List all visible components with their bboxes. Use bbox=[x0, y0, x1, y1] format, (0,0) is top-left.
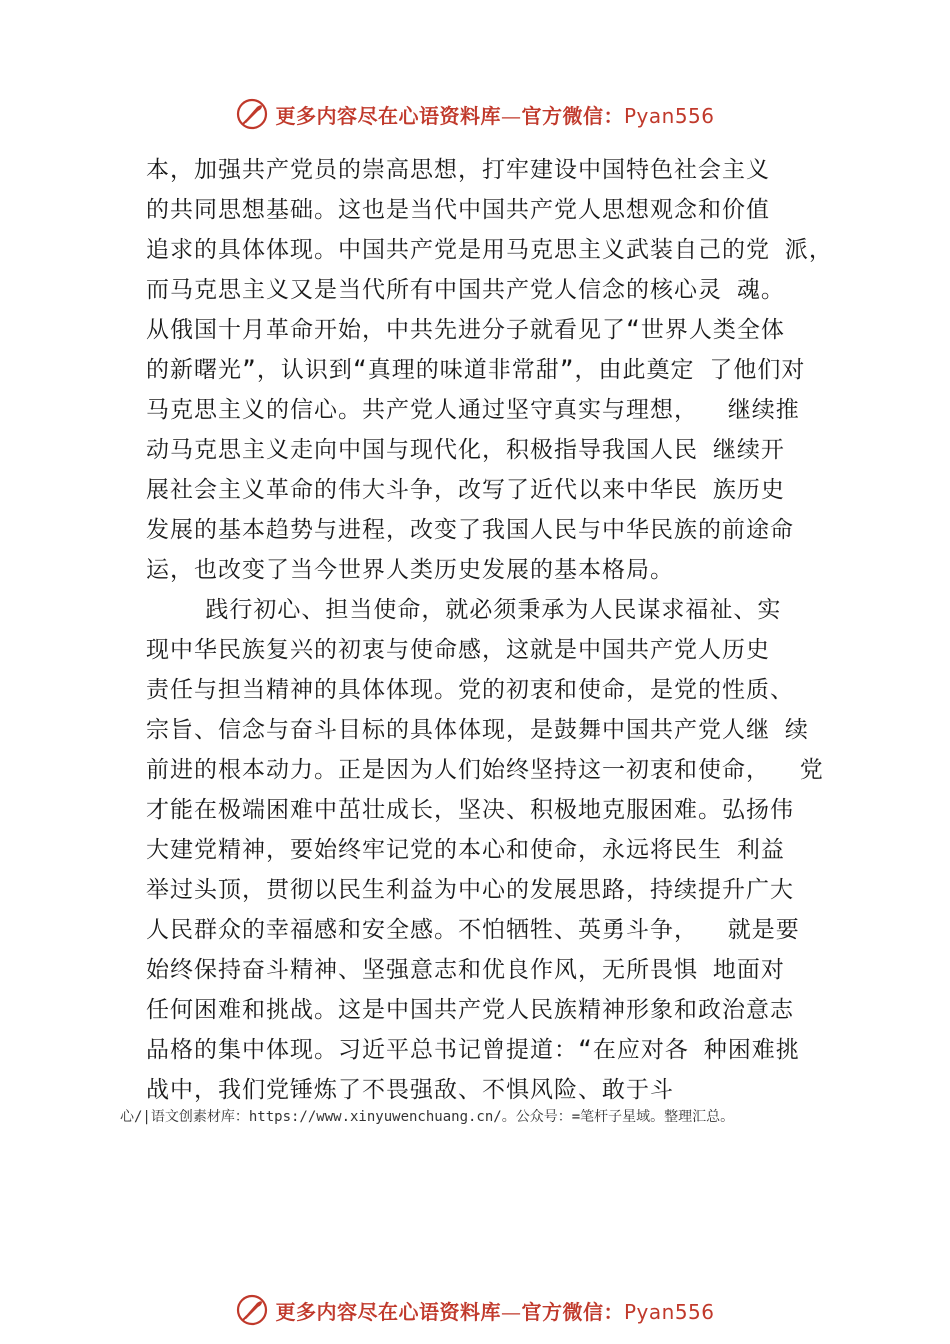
footer-banner bbox=[0, 1290, 950, 1330]
body-line: 而马克思主义又是当代所有中国共产党人信念的核心灵 魂。 bbox=[146, 277, 785, 303]
banner-separator: — bbox=[500, 1299, 522, 1324]
body-line: 发展的基本趋势与进程，改变了我国人民与中华民族的前途命 bbox=[146, 517, 794, 543]
header-banner bbox=[0, 94, 950, 134]
body-line: 前进的根本动力。正是因为人们始终坚持这一初衷和使命， 党 bbox=[146, 757, 824, 783]
body-line: 现中华民族复兴的初衷与使命感，这就是中国共产党人历史 bbox=[146, 637, 770, 663]
body-line: 任何困难和挑战。这是中国共产党人民族精神形象和政治意志 bbox=[146, 997, 794, 1023]
body-line: 战中，我们党锤炼了不畏强敌、不惧风险、敢于斗 bbox=[146, 1077, 674, 1103]
body-line: 运，也改变了当今世界人类历史发展的基本格局。 bbox=[146, 557, 674, 583]
body-line: 责任与担当精神的具体体现。党的初衷和使命，是党的性质、 bbox=[146, 677, 794, 703]
body-line: 展社会主义革命的伟大斗争，改写了近代以来中华民 族历史 bbox=[146, 477, 785, 503]
body-line: 的共同思想基础。这也是当代中国共产党人思想观念和价值 bbox=[146, 197, 770, 223]
banner-text bbox=[275, 100, 714, 129]
body-line: 本，加强共产党员的崇高思想，打牢建设中国特色社会主义 bbox=[146, 157, 770, 183]
banner-title: 更多内容尽在心语资料库 bbox=[275, 1299, 501, 1324]
banner-separator: — bbox=[500, 103, 522, 128]
banner-title: 更多内容尽在心语资料库 bbox=[275, 103, 501, 128]
wechat-id: Pyan556 bbox=[623, 103, 715, 128]
body-line: 才能在极端困难中茁壮成长，坚决、积极地克服困难。弘扬伟 bbox=[146, 797, 794, 823]
body-line: 践行初心、担当使命，就必须秉承为人民谋求福祉、实 bbox=[146, 597, 782, 623]
source-footnote: 心/|语文创素材库：https://www.xinyuwenchuang.cn/。公众号：=笔杆子星域。整理汇总。 bbox=[120, 1109, 735, 1125]
body-line: 人民群众的幸福感和安全感。不怕牺牲、英勇斗争， 就是要 bbox=[146, 917, 800, 943]
wechat-label: 官方微信： bbox=[521, 103, 624, 128]
body-line: 的新曙光”，认识到“真理的味道非常甜”，由此奠定 了他们对 bbox=[146, 357, 806, 383]
body-line: 始终保持奋斗精神、坚强意志和优良作风，无所畏惧 地面对 bbox=[146, 957, 785, 983]
body-line: 从俄国十月革命开始，中共先进分子就看见了“世界人类全体 bbox=[146, 317, 785, 343]
body-line: 动马克思主义走向中国与现代化，积极指导我国人民 继续开 bbox=[146, 437, 785, 463]
wechat-label: 官方微信： bbox=[521, 1299, 624, 1324]
body-line: 追求的具体体现。中国共产党是用马克思主义武装自己的党 派， bbox=[146, 237, 833, 263]
body-line: 大建党精神，要始终牢记党的本心和使命，永远将民生 利益 bbox=[146, 837, 785, 863]
body-line: 举过头顶，贯彻以民生利益为中心的发展思路，持续提升广大 bbox=[146, 877, 794, 903]
wechat-id: Pyan556 bbox=[623, 1299, 715, 1324]
banner-text bbox=[275, 1296, 714, 1325]
document-body bbox=[146, 150, 846, 1110]
body-line: 马克思主义的信心。共产党人通过坚守真实与理想， 继续推 bbox=[146, 397, 800, 423]
body-line: 宗旨、信念与奋斗目标的具体体现，是鼓舞中国共产党人继 续 bbox=[146, 717, 809, 743]
quill-pen-logo-icon bbox=[235, 1293, 269, 1327]
quill-pen-logo-icon bbox=[235, 97, 269, 131]
body-line: 品格的集中体现。习近平总书记曾提道：“在应对各 种困难挑 bbox=[146, 1037, 800, 1063]
